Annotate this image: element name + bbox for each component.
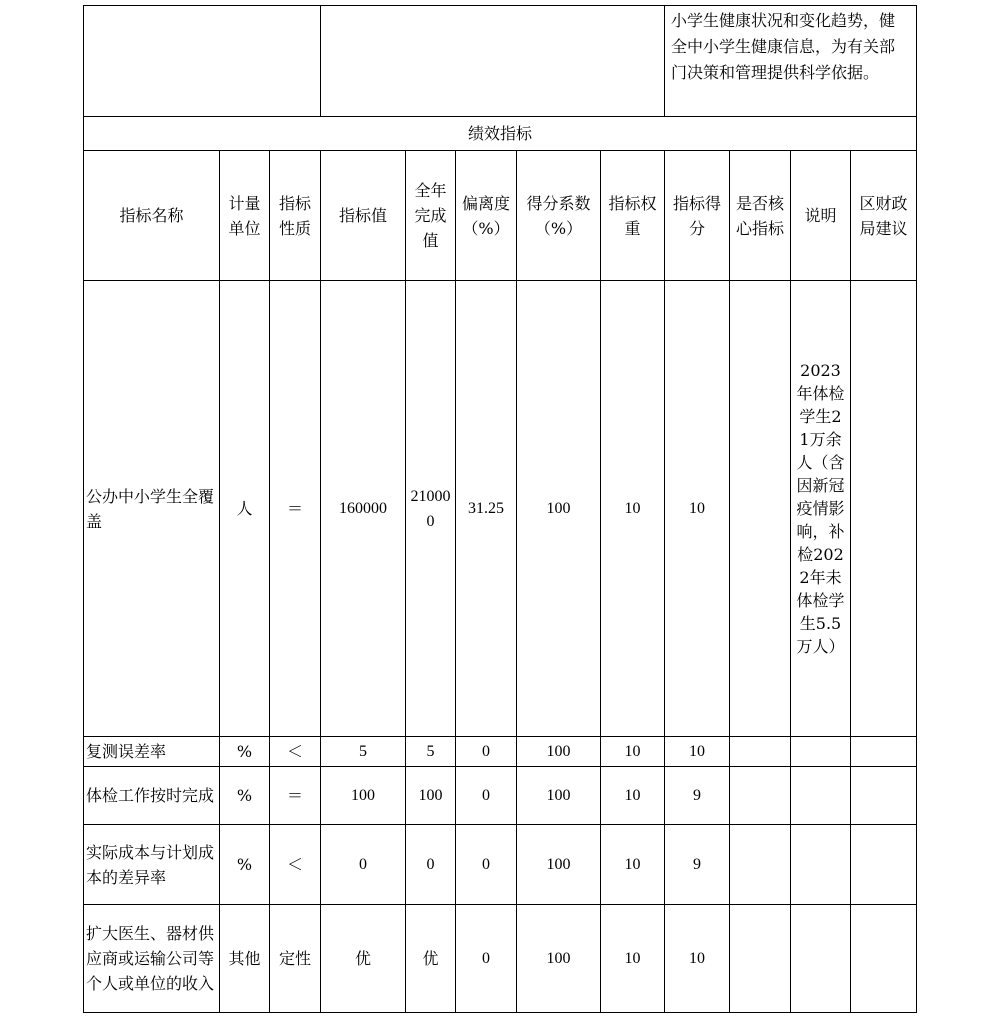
indicator-name: 扩大医生、器材供应商或运输公司等个人或单位的收入	[84, 905, 220, 1013]
indicator-weight: 10	[601, 737, 665, 767]
indicator-note: 2023年体检学生21万余人（含因新冠疫情影响，补检2022年未体检学生5.5万人）	[791, 281, 851, 737]
indicator-note	[791, 737, 851, 767]
indicator-target: 160000	[321, 281, 406, 737]
indicator-nature: 定性	[270, 905, 321, 1013]
indicator-score: 9	[665, 767, 730, 825]
indicator-coef: 100	[517, 281, 601, 737]
indicator-unit: %	[220, 825, 270, 905]
table-row	[84, 767, 917, 825]
indicator-name: 体检工作按时完成	[84, 767, 220, 825]
indicator-deviation: 31.25	[456, 281, 517, 737]
indicator-name: 实际成本与计划成本的差异率	[84, 825, 220, 905]
indicator-target: 100	[321, 767, 406, 825]
header-advice: 区财政局建议	[851, 151, 917, 281]
indicator-target: 0	[321, 825, 406, 905]
indicator-actual: 优	[406, 905, 456, 1013]
indicator-actual: 5	[406, 737, 456, 767]
indicator-weight: 10	[601, 825, 665, 905]
section-title: 绩效指标	[84, 117, 917, 151]
table-row	[84, 281, 917, 737]
indicator-note	[791, 767, 851, 825]
header-weight: 指标权重	[601, 151, 665, 281]
header-deviation: 偏离度（%）	[456, 151, 517, 281]
table-row	[84, 825, 917, 905]
indicator-coef: 100	[517, 737, 601, 767]
indicator-name: 复测误差率	[84, 737, 220, 767]
indicator-target: 5	[321, 737, 406, 767]
indicator-coef: 100	[517, 767, 601, 825]
performance-indicator-table	[83, 5, 917, 1013]
indicator-unit: 其他	[220, 905, 270, 1013]
indicator-weight: 10	[601, 905, 665, 1013]
indicator-actual: 0	[406, 825, 456, 905]
indicator-target: 优	[321, 905, 406, 1013]
indicator-note	[791, 905, 851, 1013]
indicator-unit: %	[220, 737, 270, 767]
indicator-note	[791, 825, 851, 905]
indicator-core	[730, 825, 791, 905]
header-unit: 计量单位	[220, 151, 270, 281]
empty-cell	[321, 6, 665, 117]
indicator-advice	[851, 825, 917, 905]
top-note-row	[84, 6, 917, 117]
header-row	[84, 151, 917, 281]
indicator-score: 10	[665, 737, 730, 767]
header-name: 指标名称	[84, 151, 220, 281]
indicator-core	[730, 737, 791, 767]
table-row	[84, 905, 917, 1013]
empty-cell	[84, 6, 321, 117]
indicator-score: 9	[665, 825, 730, 905]
header-note: 说明	[791, 151, 851, 281]
indicator-nature: ＜	[270, 737, 321, 767]
table-row	[84, 737, 917, 767]
indicator-unit: %	[220, 767, 270, 825]
indicator-advice	[851, 767, 917, 825]
indicator-advice	[851, 905, 917, 1013]
header-nature: 指标性质	[270, 151, 321, 281]
indicator-actual: 210000	[406, 281, 456, 737]
section-title-row	[84, 117, 917, 151]
indicator-core	[730, 905, 791, 1013]
indicator-advice	[851, 737, 917, 767]
indicator-deviation: 0	[456, 737, 517, 767]
indicator-score: 10	[665, 905, 730, 1013]
performance-indicator-table-wrapper	[83, 5, 917, 1013]
header-core: 是否核心指标	[730, 151, 791, 281]
indicator-actual: 100	[406, 767, 456, 825]
indicator-score: 10	[665, 281, 730, 737]
top-note-cell: 小学生健康状况和变化趋势，健全中小学生健康信息，为有关部门决策和管理提供科学依据。	[665, 6, 917, 117]
header-coef: 得分系数（%）	[517, 151, 601, 281]
indicator-deviation: 0	[456, 905, 517, 1013]
indicator-weight: 10	[601, 281, 665, 737]
header-target: 指标值	[321, 151, 406, 281]
indicator-core	[730, 281, 791, 737]
indicator-coef: 100	[517, 905, 601, 1013]
indicator-unit: 人	[220, 281, 270, 737]
header-score: 指标得分	[665, 151, 730, 281]
indicator-advice	[851, 281, 917, 737]
header-actual: 全年完成值	[406, 151, 456, 281]
indicator-nature: ＝	[270, 767, 321, 825]
indicator-weight: 10	[601, 767, 665, 825]
indicator-nature: ＝	[270, 281, 321, 737]
indicator-deviation: 0	[456, 825, 517, 905]
indicator-name: 公办中小学生全覆盖	[84, 281, 220, 737]
indicator-nature: ＜	[270, 825, 321, 905]
indicator-core	[730, 767, 791, 825]
indicator-coef: 100	[517, 825, 601, 905]
indicator-deviation: 0	[456, 767, 517, 825]
